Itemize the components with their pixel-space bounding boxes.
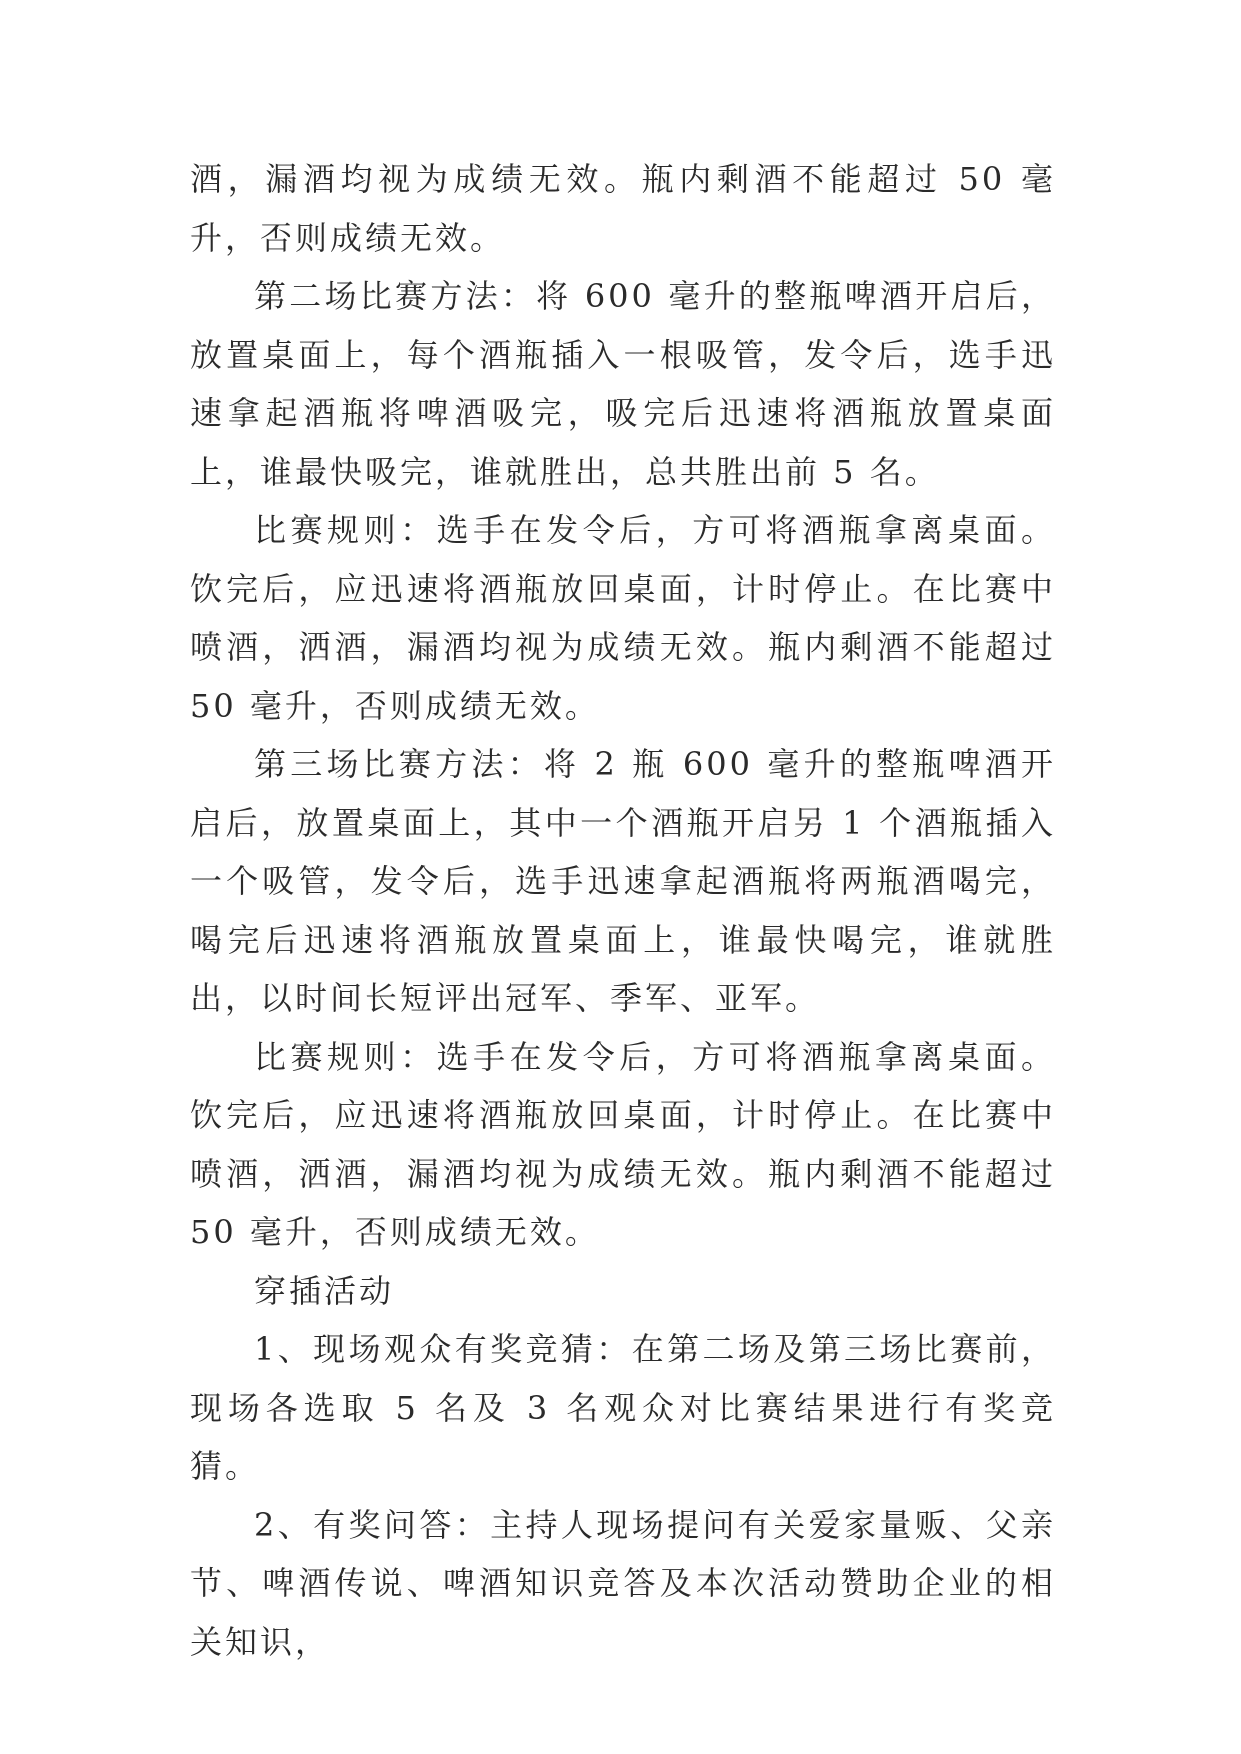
paragraph-audience-quiz: 1、现场观众有奖竞猜：在第二场及第三场比赛前，现场各选取 5 名及 3 名观众对比赛结果进行有奖竞猜。: [190, 1330, 1056, 1485]
section-heading-interlude-activities: 穿插活动: [254, 1271, 395, 1310]
paragraph-continuation: 酒，漏酒均视为成绩无效。瓶内剩酒不能超过 50 毫升，否则成绩无效。: [190, 160, 1056, 257]
paragraph-second-match-rules: 比赛规则：选手在发令后，方可将酒瓶拿离桌面。饮完后，应迅速将酒瓶放回桌面，计时停止。在比赛中喷酒，洒酒，漏酒均视为成绩无效。瓶内剩酒不能超过 50 毫升，否则成绩无效。: [190, 511, 1056, 725]
document-body: [190, 150, 1056, 1671]
paragraph-prize-qa: 2、有奖问答：主持人现场提问有关爱家量贩、父亲节、啤酒传说、啤酒知识竞答及本次活动赞助企业的相关知识，: [190, 1505, 1056, 1661]
paragraph-second-match-method: 第二场比赛方法：将 600 毫升的整瓶啤酒开启后，放置桌面上，每个酒瓶插入一根吸管，发令后，选手迅速拿起酒瓶将啤酒吸完，吸完后迅速将酒瓶放置桌面上，谁最快吸完，谁就胜出，总共胜出前 5 名。: [190, 277, 1056, 491]
paragraph-third-match-method: 第三场比赛方法：将 2 瓶 600 毫升的整瓶啤酒开启后，放置桌面上，其中一个酒瓶开启另 1 个酒瓶插入一个吸管，发令后，选手迅速拿起酒瓶将两瓶酒喝完，喝完后迅速将酒瓶放置桌面上，谁最快喝完，谁就胜出，以时间长短评出冠军、季军、亚军。: [190, 745, 1056, 1017]
paragraph-third-match-rules: 比赛规则：选手在发令后，方可将酒瓶拿离桌面。饮完后，应迅速将酒瓶放回桌面，计时停止。在比赛中喷酒，洒酒，漏酒均视为成绩无效。瓶内剩酒不能超过 50 毫升，否则成绩无效。: [190, 1037, 1056, 1251]
